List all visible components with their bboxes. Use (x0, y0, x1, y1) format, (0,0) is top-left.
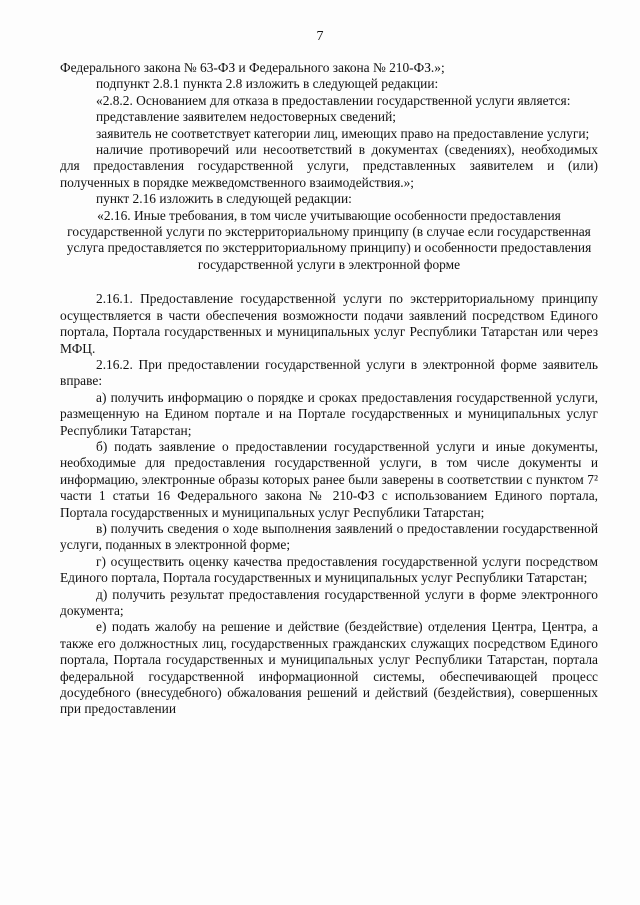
paragraph: 2.16.2. При предоставлении государственной услуги в электронной форме заявитель вправе: (60, 356, 598, 389)
blank-line (60, 273, 598, 291)
paragraph: наличие противоречий или несоответствий в документах (сведениях), необходимых для предоставления государственной услуги, представленных заявителем и (или) полученных в порядке межведомственного взаимодействия.»; (60, 142, 598, 190)
paragraph: пункт 2.16 изложить в следующей редакции: (96, 191, 352, 207)
document-body (60, 60, 598, 718)
paragraph: а) получить информацию о порядке и сроках предоставления государственной услуги, размещенную на Едином портале и на Портале государственных и муниципальных услуг Республики Татарстан; (60, 389, 598, 438)
paragraph: «2.8.2. Основанием для отказа в предоставлении государственной услуги является: (96, 92, 571, 108)
paragraph: заявитель не соответствует категории лиц, имеющих право на предоставление услуги; (96, 125, 590, 141)
section-heading: «2.16. Иные требования, в том числе учитывающие особенности предоставления государственной услуги по экстерриториальному принципу (в случае если государственная услуга предоставляется по экстерриториальному принципу) и особенности предоставления государственной услуги в электронной форме (66, 207, 592, 272)
page-number: 7 (316, 29, 324, 44)
paragraph: г) осуществить оценку качества предоставления государственной услуги посредством Единого портала, Портала государственных и муниципальных услуг Республики Татарстан; (60, 553, 598, 586)
paragraph: в) получить сведения о ходе выполнения заявлений о предоставлении государственной услуги, поданных в электронной форме; (60, 520, 598, 553)
paragraph: 2.16.1. Предоставление государственной услуги по экстерриториальному принципу осуществляется в части обеспечения возможности подачи заявлений посредством Единого портала, Портала государственных и муниципальных услуг Республики Татарстан или через МФЦ. (60, 291, 598, 356)
paragraph: б) подать заявление о предоставлении государственной услуги и иные документы, необходимые для предоставления государственной услуги, в том числе документы и информацию, электронные образы которых ранее были заверены в соответствии с пунктом 7² части 1 статьи 16 Федерального закона № 210-ФЗ с использованием Единого портала, Портала государственных и муниципальных услуг Республики Татарстан; (60, 438, 598, 520)
paragraph: представление заявителем недостоверных сведений; (96, 109, 396, 125)
paragraph: Федерального закона № 63-ФЗ и Федерального закона № 210-ФЗ.»; (60, 60, 445, 75)
paragraph: д) получить результат предоставления государственной услуги в форме электронного документа; (60, 586, 598, 618)
paragraph: е) подать жалобу на решение и действие (бездействие) отделения Центра, Центра, а также его должностных лиц, государственных гражданских служащих посредством Единого портала, Портала государственных и муниципальных услуг Республики Татарстан, портала федеральной государственной информационной системы, обеспечивающей процесс досудебного (внесудебного) обжалования решений и действий (бездействия), совершенных при предоставлении (60, 619, 598, 717)
paragraph: подпункт 2.8.1 пункта 2.8 изложить в следующей редакции: (96, 76, 439, 92)
